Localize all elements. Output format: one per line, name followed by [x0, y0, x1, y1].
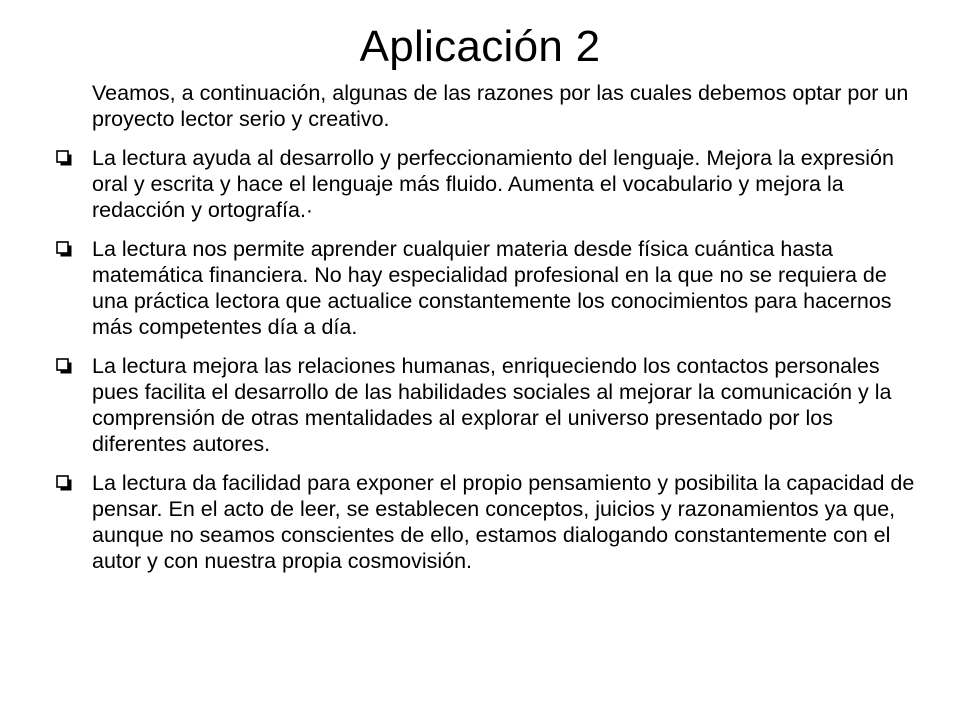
slide-body	[56, 80, 916, 587]
bullet-item	[56, 353, 916, 457]
bullet-list	[56, 145, 916, 574]
bullet-text: La lectura da facilidad para exponer el propio pensamiento y posibilita la capacidad de pensar. En el acto de leer, se establecen conceptos, juicios y razonamientos ya que, aunque no seamos conscientes de ello, estamos dialogando constantemente con el autor y con nuestra propia cosmovisión.	[92, 471, 915, 573]
hollow-square-bullet-icon	[56, 358, 73, 375]
bullet-text: La lectura ayuda al desarrollo y perfeccionamiento del lenguaje. Mejora la expresión oral y escrita y hace el lenguaje más fluido. Aumenta el vocabulario y mejora la redacción y ortografía.·	[92, 146, 894, 222]
bullet-item	[56, 236, 916, 340]
slide-title: Aplicación 2	[359, 22, 601, 71]
intro-paragraph: Veamos, a continuación, algunas de las razones por las cuales debemos optar por un proyecto lector serio y creativo.	[92, 81, 909, 131]
bullet-item	[56, 145, 916, 223]
bullet-text: La lectura mejora las relaciones humanas, enriqueciendo los contactos personales pues facilita el desarrollo de las habilidades sociales al mejorar la comunicación y la comprensión de otras mentalidades al explorar el universo presentado por los diferentes autores.	[92, 354, 892, 456]
bullet-text: La lectura nos permite aprender cualquier materia desde física cuántica hasta matemática financiera. No hay especialidad profesional en la que no se requiera de una práctica lectora que actualice constantemente los conocimientos para hacernos más competentes día a día.	[92, 237, 892, 339]
hollow-square-bullet-icon	[56, 475, 73, 492]
hollow-square-bullet-icon	[56, 150, 73, 167]
bullet-item	[56, 470, 916, 574]
hollow-square-bullet-icon	[56, 241, 73, 258]
